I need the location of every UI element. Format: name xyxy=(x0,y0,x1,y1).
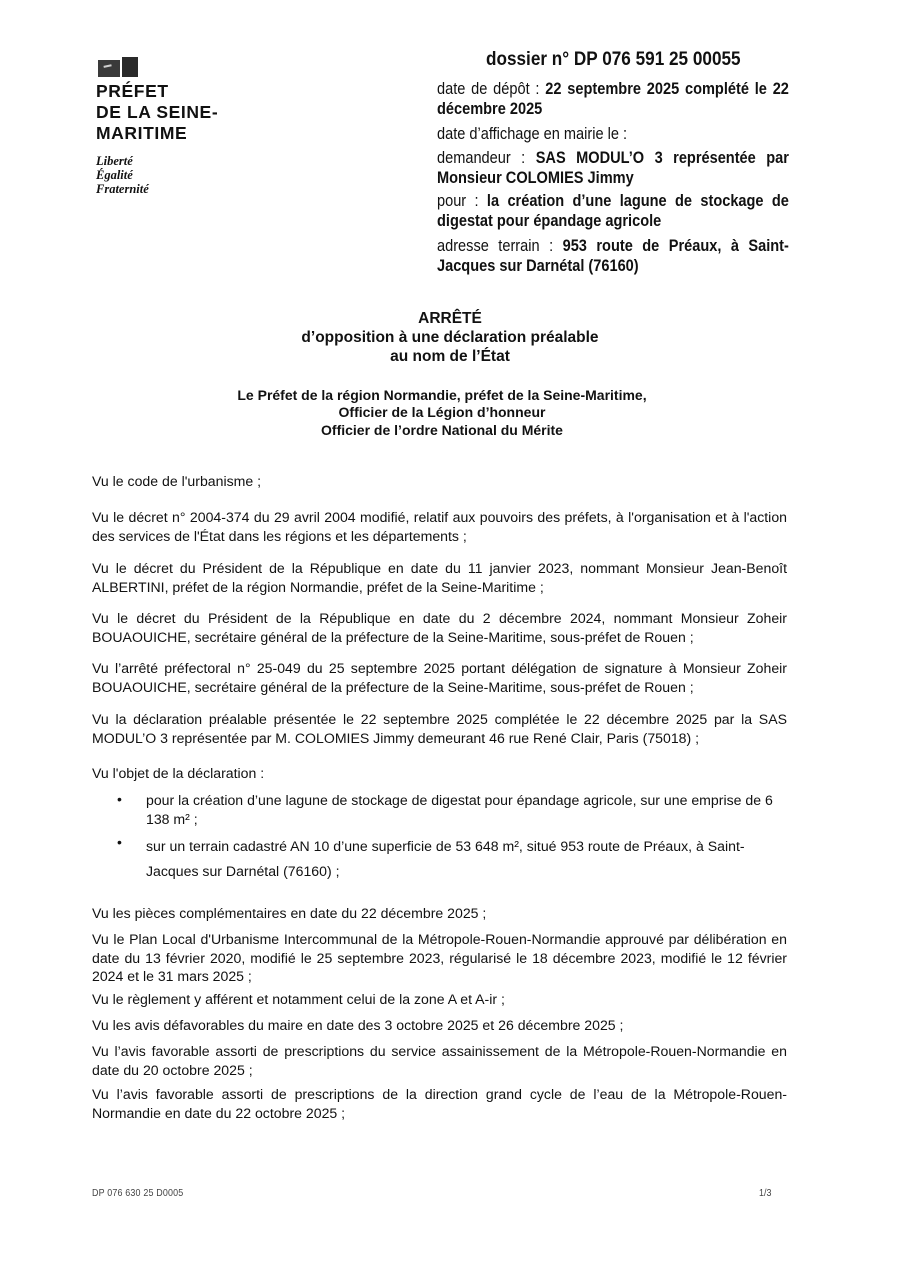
visa-paragraph: Vu le décret du Président de la République en date du 2 décembre 2024, nommant Monsieur Zoheir BOUAOUICHE, secrétaire général de la préfecture de la Seine-Maritime, sous-préfet de Rouen ; xyxy=(92,610,787,645)
objet xyxy=(437,191,789,231)
visa-paragraph: Vu le Plan Local d'Urbanisme Intercommunal de la Métropole-Rouen-Normandie approuvé par délibération en date du 13 février 2020, modifié le 25 septembre 2023, régularisé le 18 décembre 2023, modifié le 12 février 2024 et le 31 mars 2025 ; xyxy=(92,931,787,984)
demandeur-label: demandeur : xyxy=(437,149,526,167)
document-subtitle-2: au nom de l’État xyxy=(390,348,510,365)
prefecture-logo xyxy=(96,57,256,196)
visa-paragraph: Vu la déclaration préalable présentée le 22 septembre 2025 complétée le 22 décembre 2025 par la SAS MODUL’O 3 représentée par M. COLOMIES Jimmy demeurant 46 rue René Clair, Paris (75018) ; xyxy=(92,711,787,746)
marianne-icon xyxy=(98,57,256,77)
prefecture-name-line: PRÉFET xyxy=(96,81,169,101)
visa-paragraph: Vu l’avis favorable assorti de prescriptions du service assainissement de la Métropole-Rouen-Normandie en date du 20 octobre 2025 ; xyxy=(92,1043,787,1078)
depot-value: 22 septembre 2025 complété le 22 décembre 2025 xyxy=(437,80,789,118)
demandeur xyxy=(437,148,789,188)
dossier-number: dossier n° DP 076 591 25 00055 xyxy=(486,48,741,70)
bullet-item: sur un terrain cadastré AN 10 d’une superficie de 53 648 m², situé 953 route de Préaux, à Saint-Jacques sur Darnétal (76160) ; xyxy=(146,838,745,879)
visa-paragraph: Vu les avis défavorables du maire en date des 3 octobre 2025 et 26 décembre 2025 ; xyxy=(92,1017,624,1033)
footer-reference: DP 076 630 25 D0005 xyxy=(92,1187,184,1199)
page-number: 1/3 xyxy=(759,1187,772,1199)
bullet-item: pour la création d’une lagune de stockage de digestat pour épandage agricole, sur une emprise de 6 138 m² ; xyxy=(146,792,773,827)
depot-label: date de dépôt : xyxy=(437,80,540,98)
visa-paragraph: Vu le code de l'urbanisme ; xyxy=(92,473,262,489)
motto-line: Fraternité xyxy=(96,182,149,196)
document-subtitle: d’opposition à une déclaration préalable xyxy=(301,329,599,346)
prefecture-name xyxy=(96,81,256,144)
visa-paragraph: Vu l’arrêté préfectoral n° 25-049 du 25 septembre 2025 portant délégation de signature à Monsieur Zoheir BOUAOUICHE, secrétaire général de la préfecture de la Seine-Maritime, sous-préfet de Rouen ; xyxy=(92,660,787,695)
visa-paragraph: Vu l'objet de la déclaration : xyxy=(92,765,265,781)
visa-paragraph: Vu le règlement y afférent et notamment celui de la zone A et A-ir ; xyxy=(92,991,505,1007)
pour-value: la création d’une lagune de stockage de digestat pour épandage agricole xyxy=(437,192,789,230)
visa-paragraph: Vu l’avis favorable assorti de prescriptions de la direction grand cycle de l’eau de la Métropole-Rouen-Normandie en date du 22 octobre 2025 ; xyxy=(92,1086,787,1121)
motto-line: Égalité xyxy=(96,168,133,182)
depot-date xyxy=(437,79,789,119)
prefecture-name-line: MARITIME xyxy=(96,123,188,143)
adresse-terrain xyxy=(437,236,789,276)
pour-label: pour : xyxy=(437,192,479,210)
demandeur-value: SAS MODUL’O 3 représentée par Monsieur COLOMIES Jimmy xyxy=(437,149,789,187)
motto-line: Liberté xyxy=(96,154,133,168)
prefecture-name-line: DE LA SEINE- xyxy=(96,102,219,122)
adresse-label: adresse terrain : xyxy=(437,237,554,255)
visa-paragraph: Vu les pièces complémentaires en date du 22 décembre 2025 ; xyxy=(92,905,487,921)
adresse-value: 953 route de Préaux, à Saint-Jacques sur Darnétal (76160) xyxy=(437,237,789,275)
affichage-date: date d’affichage en mairie le : xyxy=(437,125,628,143)
prefet-line: Officier de la Légion d’honneur xyxy=(338,404,546,420)
bullet-icon: • xyxy=(117,791,122,807)
visa-paragraph: Vu le décret n° 2004-374 du 29 avril 2004 modifié, relatif aux pouvoirs des préfets, à l'organisation et à l'action des services de l'État dans les régions et les départements ; xyxy=(92,509,787,544)
prefet-line: Officier de l’ordre National du Mérite xyxy=(321,422,563,438)
document-title: ARRÊTÉ xyxy=(418,310,482,327)
republic-motto xyxy=(96,154,256,196)
visa-paragraph: Vu le décret du Président de la République en date du 11 janvier 2023, nommant Monsieur Jean-Benoît ALBERTINI, préfet de la région Normandie, préfet de la Seine-Maritime ; xyxy=(92,560,787,595)
bullet-icon: • xyxy=(117,834,122,850)
prefet-line: Le Préfet de la région Normandie, préfet de la Seine-Maritime, xyxy=(237,387,647,403)
